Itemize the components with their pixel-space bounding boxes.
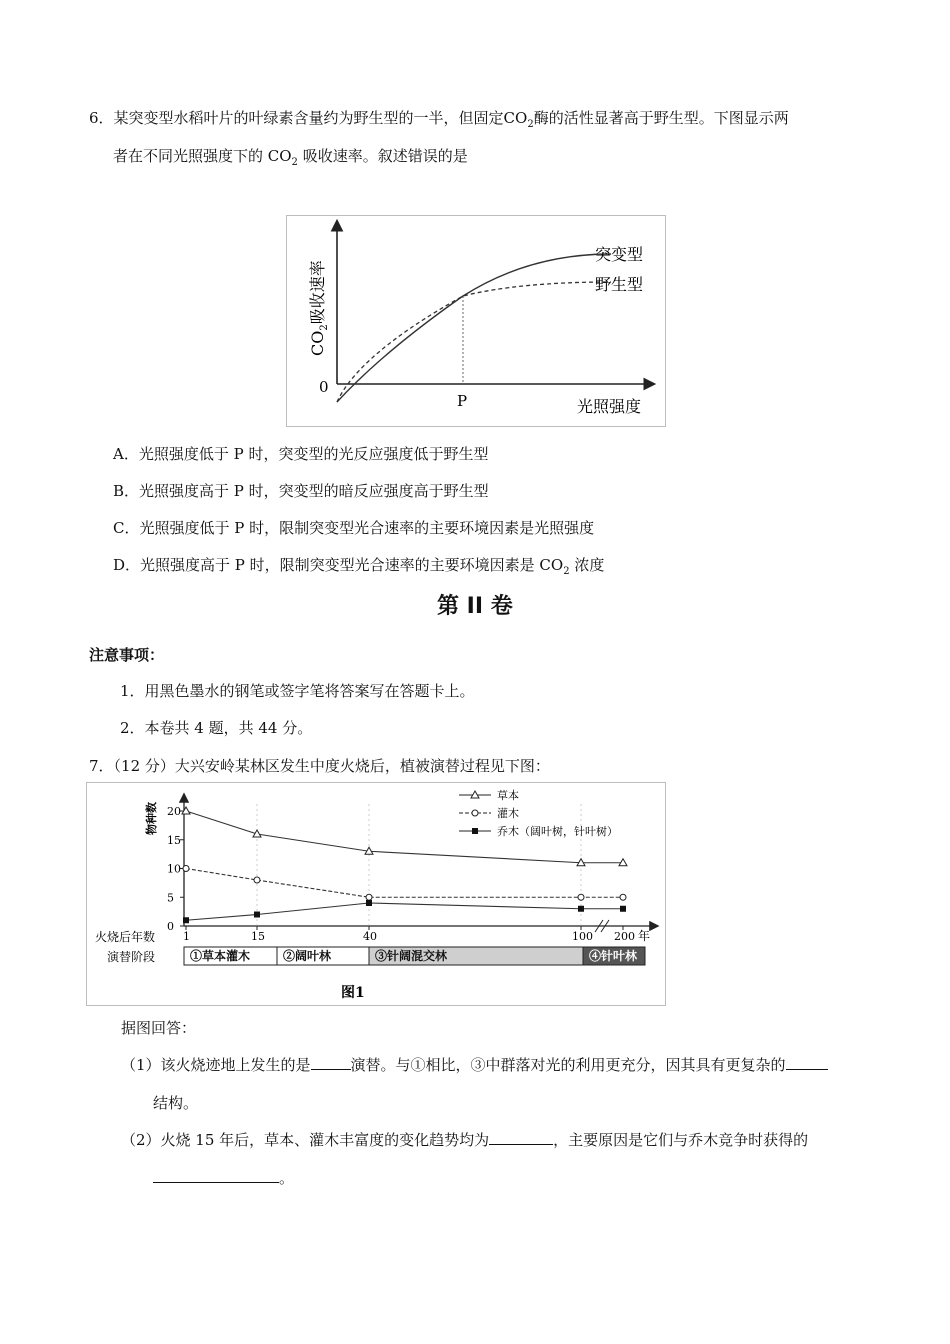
q6-stem-part4: 吸收速率。叙述错误的是 (297, 147, 468, 165)
q7-point-square (620, 906, 626, 912)
q6-figure (286, 215, 666, 427)
q7-stage-label: ①草本灌木 (190, 949, 251, 963)
q7-answer-prompt: 据图回答： (121, 1019, 197, 1037)
option-c-label: C． (113, 519, 140, 537)
q7-point-square (254, 912, 260, 918)
q7-sub1-line2: 结构。 (153, 1094, 199, 1112)
q7-point-circle (366, 894, 372, 900)
q6-stem-sub2: 2 (291, 157, 298, 168)
q6-legend-mutant: 突变型 (595, 245, 644, 264)
q7-legend-label: 乔木（阔叶树，针叶树） (497, 825, 618, 838)
option-a-text: 光照强度低于 P 时，突变型的光反应强度低于野生型 (138, 445, 489, 463)
q6-y-label (308, 260, 330, 356)
q7-x-tick-label: 1 (183, 930, 190, 943)
q6-stem-part2: 酶的活性显著高于野生型。下图显示两 (533, 109, 789, 127)
q7-x-tick-label: 40 (363, 930, 377, 943)
q6-option-d (113, 555, 604, 582)
q7-chart (87, 783, 665, 1005)
q7-blank-4 (153, 1168, 279, 1183)
q7-blank-1 (311, 1055, 351, 1070)
q7-legend-label: 灌木 (497, 807, 519, 820)
q7-y-tick-label: 5 (167, 891, 174, 905)
q7-series-line (186, 869, 623, 898)
q7-sub2-part-a: （2）火烧 15 年后，草本、灌木丰富度的变化趋势均为 (121, 1131, 490, 1149)
q7-blank-2 (786, 1055, 828, 1070)
q6-chart (287, 216, 665, 426)
option-d-tail: 浓度 (569, 556, 605, 574)
q6-stem-line1 (89, 108, 789, 135)
option-b-label: B． (113, 482, 140, 500)
q7-sub1-line1 (121, 1055, 828, 1075)
q7-sub1-part-a: （1）该火烧迹地上发生的是 (121, 1056, 311, 1074)
q6-option-b (113, 481, 489, 501)
q6-option-c (113, 518, 594, 538)
q7-sub1-part-b: 演替。与①相比，③中群落对光的利用更充分，因其具有更复杂的 (350, 1056, 786, 1074)
q7-point-circle (254, 877, 260, 883)
q7-blank-3 (489, 1130, 553, 1145)
q6-number: 6． (89, 109, 114, 127)
q6-legend-wildtype: 野生型 (595, 275, 644, 294)
q6-stem-line2 (113, 146, 468, 173)
q7-legend-square (472, 828, 478, 834)
q7-stage-label: ②阔叶林 (283, 949, 332, 963)
q7-point-circle (183, 866, 189, 872)
q7-point-square (578, 906, 584, 912)
option-a-label: A． (113, 445, 139, 463)
option-d-sub: 2 (563, 566, 570, 577)
q7-legend-circle (472, 810, 478, 816)
q6-stem-part3: 者在不同光照强度下的 CO (113, 147, 292, 165)
q7-stage-label: ③针阔混交林 (375, 949, 448, 963)
notice-item-1: 1．用黑色墨水的钢笔或签字笔将答案写在答题卡上。 (120, 682, 475, 700)
q7-stem: 7．（12 分）大兴安岭某林区发生中度火烧后，植被演替过程见下图： (89, 757, 550, 775)
q7-y-tick-label: 20 (167, 805, 181, 818)
q7-y-tick-label: 0 (167, 920, 174, 933)
q6-stem-part1: 某突变型水稻叶片的叶绿素含量约为野生型的一半，但固定CO (113, 109, 528, 127)
q7-figure (86, 782, 666, 1006)
svg-text:CO2吸收速率: $CO_2$吸收速率 (308, 260, 330, 356)
notice-item-2: 2．本卷共 4 题，共 44 分。 (120, 719, 313, 737)
q7-year-row-label: 火烧后年数 (95, 930, 156, 944)
q7-legend-label: 草本 (497, 789, 519, 802)
q7-caption: 图1 (341, 985, 365, 1001)
q6-p-label: P (457, 392, 468, 410)
q7-sub2-part-c: 。 (279, 1169, 295, 1187)
q7-x-tick-label: 100 (572, 930, 593, 943)
q7-x-tick-label: 200 (614, 930, 635, 943)
notice-title: 注意事项： (89, 646, 165, 664)
q7-stage-row-label: 演替阶段 (107, 950, 156, 964)
q7-point-square (366, 900, 372, 906)
part2-title: 第 II 卷 (437, 594, 513, 619)
q6-option-a (113, 444, 488, 464)
option-d-text: 光照强度高于 P 时，限制突变型光合速率的主要环境因素是 CO (140, 556, 564, 574)
q7-y-label: 物种数 (145, 802, 158, 835)
q7-x-tick-label: 15 (251, 930, 265, 943)
q7-sub2-part-b: ，主要原因是它们与乔木竞争时获得的 (553, 1131, 809, 1149)
q7-year-unit: 年 (638, 929, 651, 943)
q7-point-circle (578, 894, 584, 900)
option-b-text: 光照强度高于 P 时，突变型的暗反应强度高于野生型 (139, 482, 489, 500)
q7-sub2-line1 (121, 1130, 808, 1150)
q6-curve-mutant (337, 254, 611, 402)
q7-stage-label: ④针叶林 (589, 949, 638, 963)
option-d-label: D． (113, 556, 141, 574)
q7-y-tick-label: 10 (167, 862, 181, 876)
q7-y-tick-label: 15 (167, 833, 181, 847)
q6-x-label: 光照强度 (577, 397, 642, 416)
q7-point-circle (620, 894, 626, 900)
q6-stem-sub1: 2 (527, 119, 534, 130)
q7-sub2-line2 (153, 1168, 294, 1188)
q6-origin-label: 0 (319, 378, 329, 396)
q7-point-square (183, 917, 189, 923)
q7-series-line (186, 903, 623, 920)
option-c-text: 光照强度低于 P 时，限制突变型光合速率的主要环境因素是光照强度 (139, 519, 595, 537)
